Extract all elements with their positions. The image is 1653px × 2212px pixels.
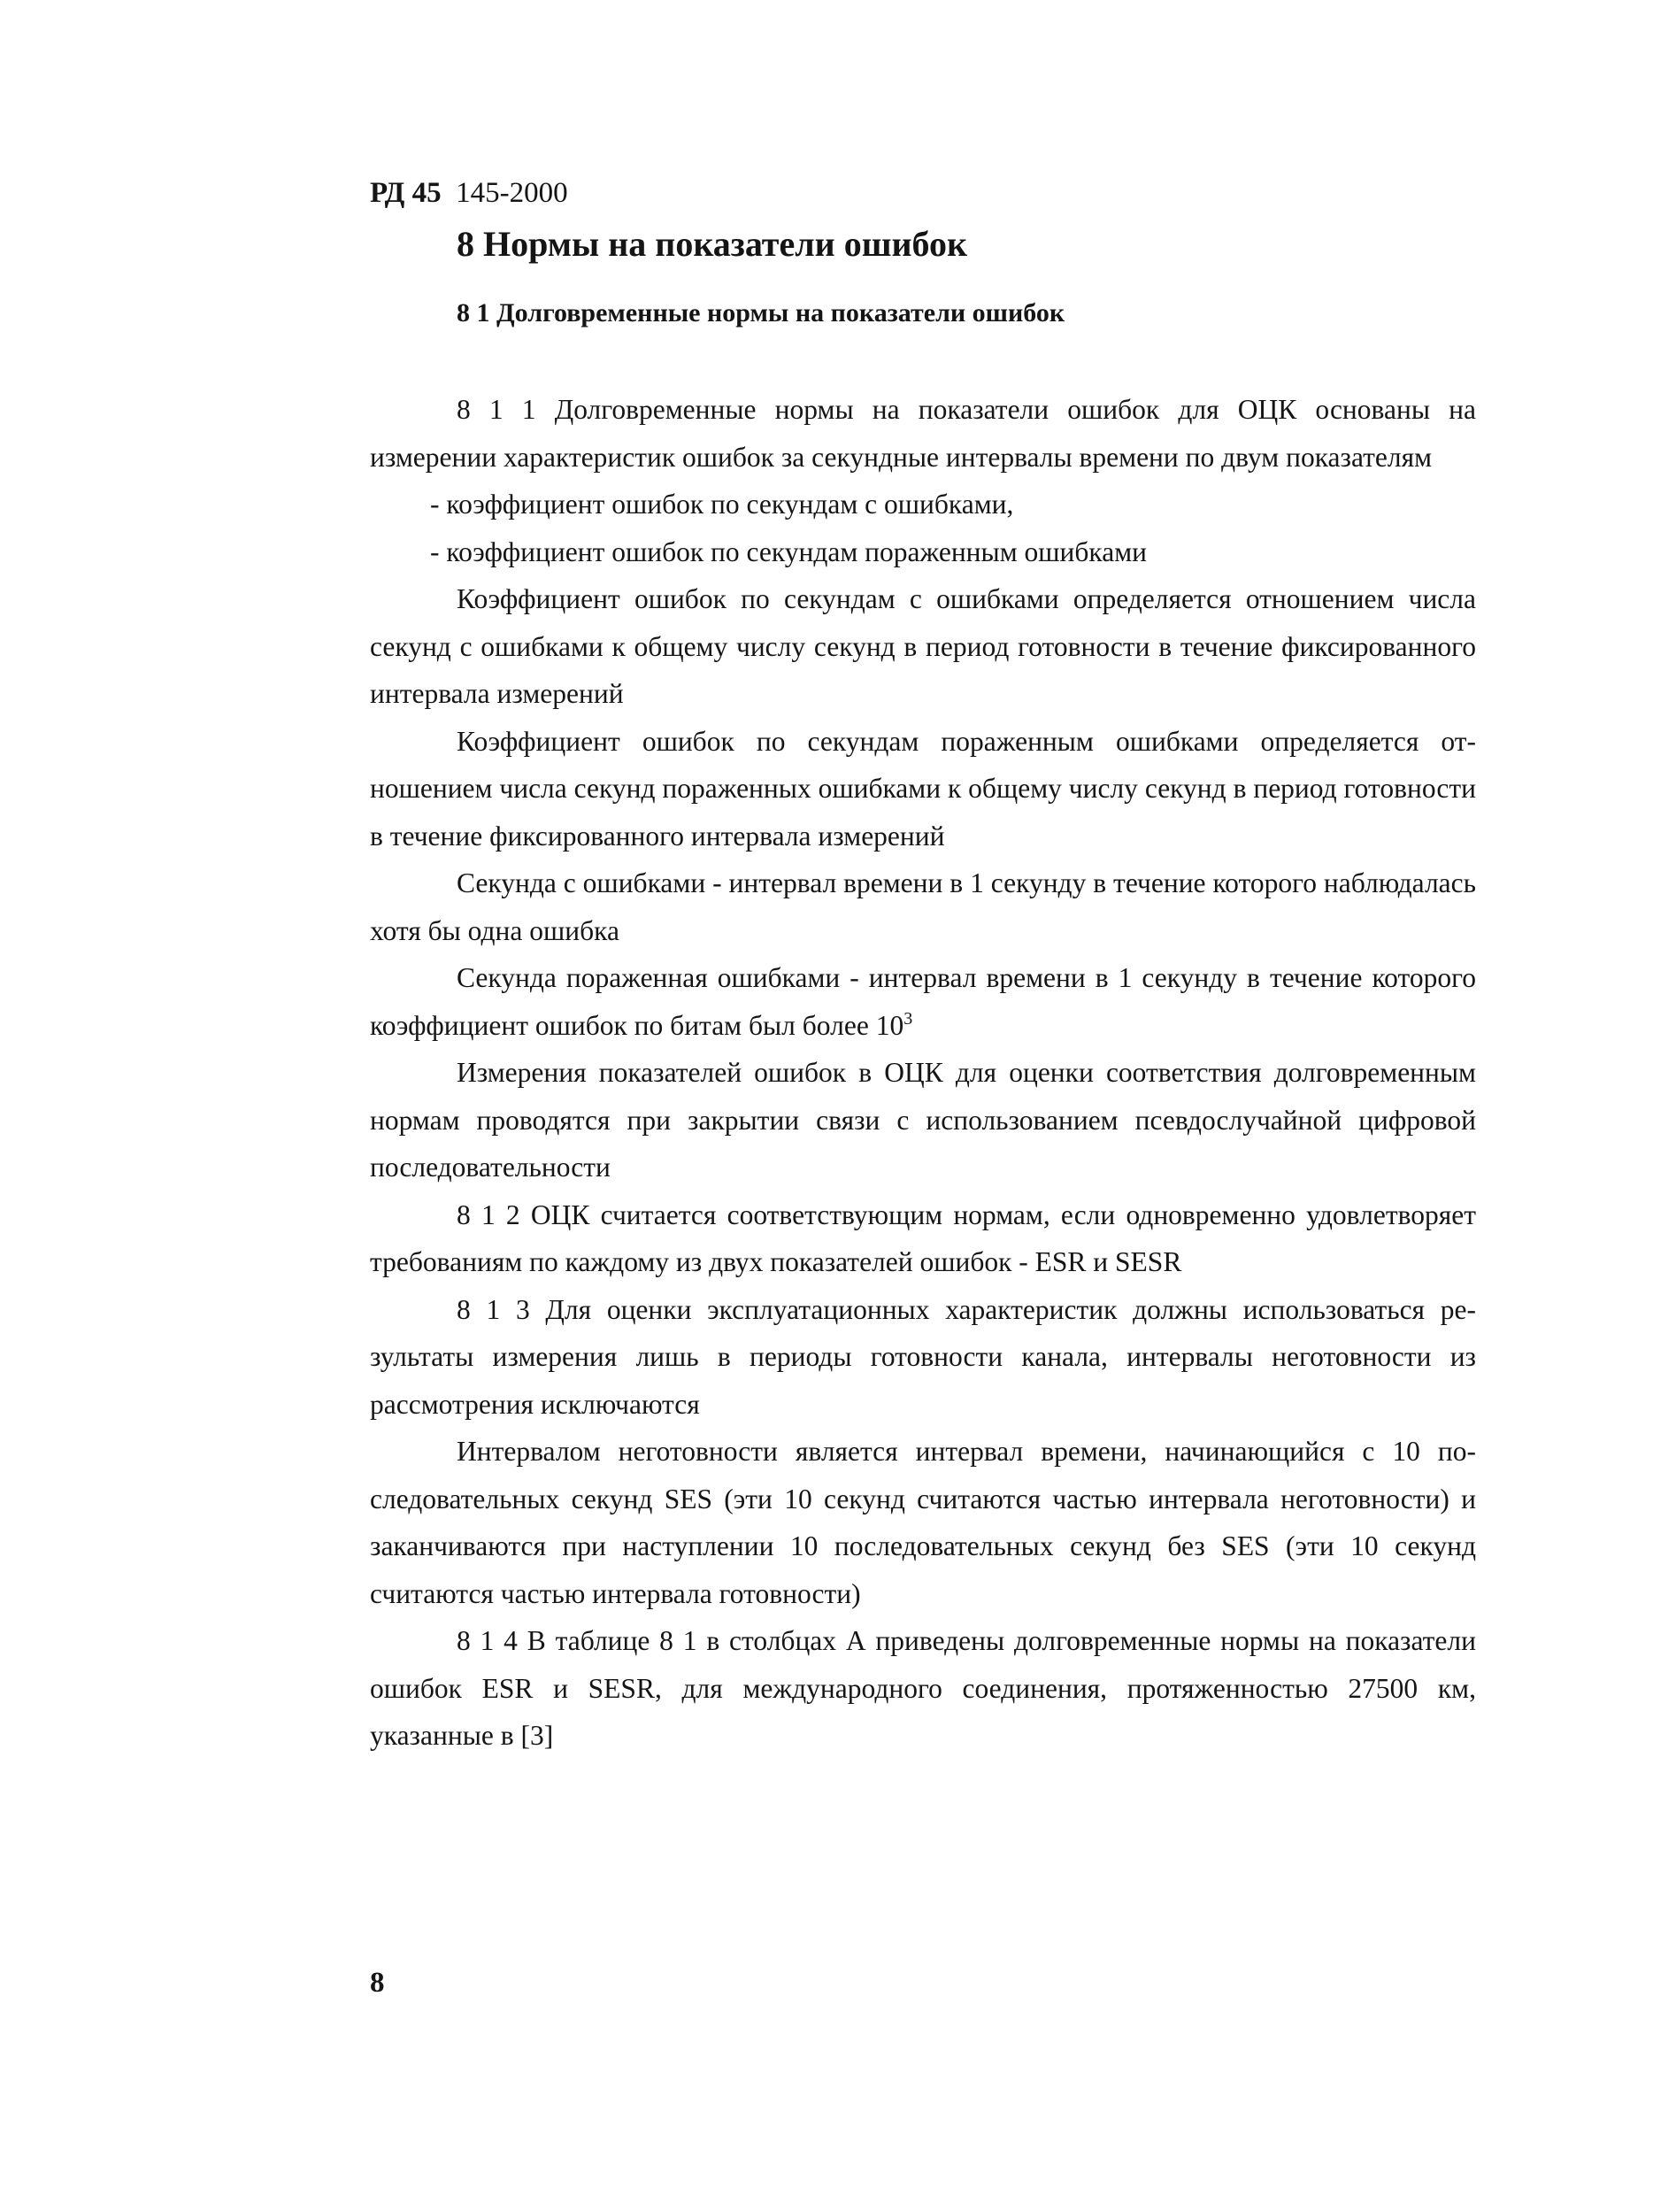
- list-item-sesr: - коэффициент ошибок по секундам пораженным ошибками: [430, 536, 1148, 567]
- paragraph-measurement: Измерения показателей ошибок в ОЦК для оценки соответствия долговременным нормам проводятся при закрытии связи с использованием псевдослучайной цифровой последовательности: [370, 1057, 1476, 1183]
- body-text: [370, 386, 1476, 1760]
- paragraph-ses-definition: [370, 954, 1476, 1049]
- paragraph-8-1-4: 8 1 4 В таблице 8 1 в столбцах А приведены долговременные нормы на показатели ошибок ESR и SESR, для международного соединения, протяженностью 27500 км, указанные в [3]: [370, 1625, 1476, 1751]
- ses-threshold-exponent: 3: [903, 1008, 913, 1029]
- paragraph-es-definition: Секунда с ошибками - интервал времени в 1 секунду в течение которого наблюдалась хотя бы одна ошибка: [370, 867, 1476, 946]
- paragraph-8-1-1: 8 1 1 Долговременные нормы на показатели ошибок для ОЦК основаны на измерении характеристик ошибок за секундные интервалы времени по двум показателям: [370, 394, 1476, 473]
- section-title: 8 Нормы на показатели ошибок: [457, 224, 968, 264]
- ses-definition-text: Секунда пораженная ошибками - интервал времени в 1 секунду в течение которого коэффициент ошибок по битам был более 10: [370, 962, 1476, 1041]
- paragraph-sesr-definition: Коэффициент ошибок по секундам пораженным ошибками определяется отношением числа секунд пораженных ошибками к общему числу секунд в период готовности в течение фиксированного интервала измерений: [370, 725, 1476, 852]
- document-code: [370, 175, 568, 211]
- page-number: 8: [370, 1967, 385, 1999]
- paragraph-unavailability: Интервалом неготовности является интервал времени, начинающийся с 10 последовательных секунд SES (эти 10 секунд считаются частью интервала неготовности) и заканчиваются при наступлении 10 последовательных секунд без SES (эти 10 секунд считаются частью интервала готовности): [370, 1436, 1476, 1609]
- paragraph-esr-definition: Коэффициент ошибок по секундам с ошибками определяется отношением числа секунд с ошибками к общему числу секунд в период готовности в течение фиксированного интервала измерений: [370, 583, 1476, 709]
- subsection-title: 8 1 Долговременные нормы на показатели ошибок: [457, 298, 1065, 328]
- document-code-number: 145-2000: [456, 177, 568, 209]
- paragraph-8-1-2: 8 1 2 ОЦК считается соответствующим нормам, если одновременно удовлетворяет требованиям по каждому из двух показателей ошибок - ESR и SESR: [370, 1198, 1476, 1277]
- document-code-prefix: РД 45: [370, 177, 442, 209]
- paragraph-8-1-3: 8 1 3 Для оценки эксплуатационных характеристик должны использоваться результаты измерения лишь в периоды готовности канала, интервалы неготовности из рассмотрения исключаются: [370, 1293, 1476, 1420]
- list-item-esr: - коэффициент ошибок по секундам с ошибками,: [430, 489, 1014, 520]
